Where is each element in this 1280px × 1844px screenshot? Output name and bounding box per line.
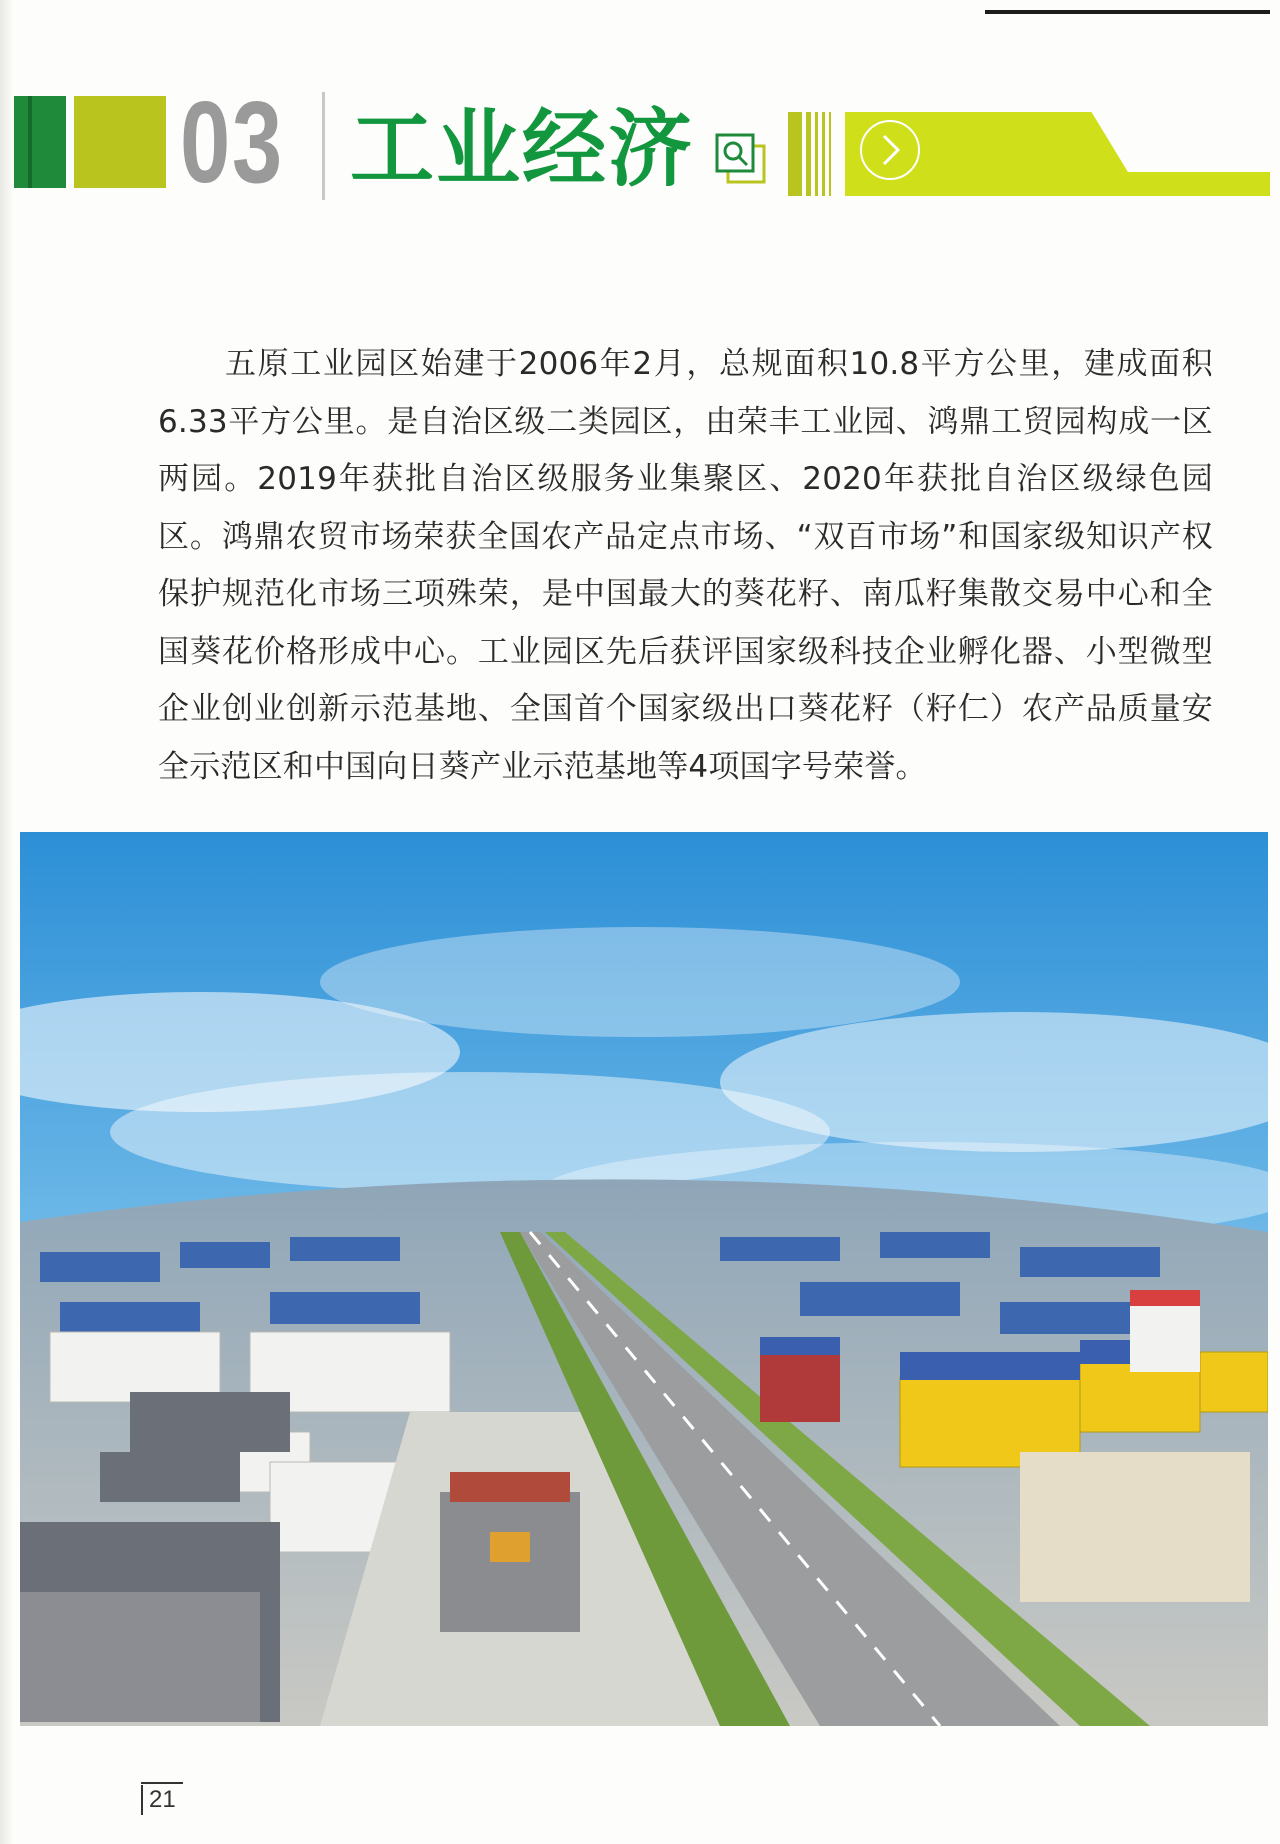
chevron-right-icon — [860, 120, 920, 180]
header-stripe — [28, 96, 32, 188]
header-right-stripes — [788, 112, 842, 196]
intro-paragraph: 五原工业园区始建于2006年2月，总规面积10.8平方公里，建成面积6.33平方公里。是自治区级二类园区，由荣丰工业园、鸿鼎工贸园构成一区两园。2019年获批自治区级服务业集聚区、2020年获批自治区级绿色园区。鸿鼎农贸市场荣获全国农产品定点市场、“双百市场”和国家级知识产权保护规范化市场三项殊荣，是中国最大的葵花籽、南瓜籽集散交易中心和全国葵花价格形成中心。工业园区先后获评国家级科技企业孵化器、小型微型企业创业创新示范基地、全国首个国家级出口葵花籽（籽仁）农产品质量安全示范区和中国向日葵产业示范基地等4项国字号荣誉。 — [158, 346, 1213, 785]
page-number-rule — [141, 1782, 183, 1784]
header-dark-green-bar — [14, 96, 66, 188]
page-number: 21 — [141, 1785, 176, 1815]
header-olive-block — [74, 96, 166, 188]
header-divider — [322, 92, 325, 200]
top-rule — [985, 10, 1270, 14]
aerial-photo-industrial-park — [20, 832, 1268, 1726]
search-icon — [714, 132, 770, 188]
section-title: 工业经济 — [350, 100, 695, 198]
section-number: 03 — [180, 77, 284, 207]
page-gutter — [0, 0, 14, 1844]
